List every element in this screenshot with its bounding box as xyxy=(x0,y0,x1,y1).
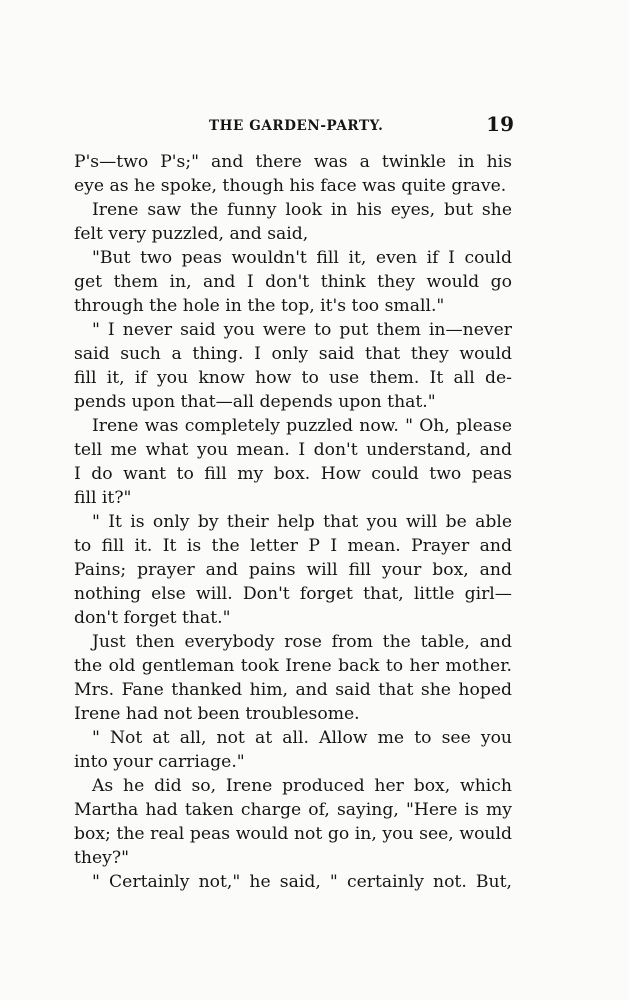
text-line: felt very puzzled, and said, xyxy=(74,224,309,244)
text-line: " It is only by their help that you will be able xyxy=(92,512,512,532)
text-line: pends upon that—all depends upon that." xyxy=(74,392,436,412)
text-line: the old gentleman took Irene back to her mother. xyxy=(74,656,512,676)
page-number: 19 xyxy=(486,112,514,136)
text-line: nothing else will. Don't forget that, little girl— xyxy=(74,584,512,604)
text-line: "But two peas wouldn't fill it, even if I could xyxy=(92,248,512,268)
text-line: they?" xyxy=(74,848,129,868)
text-line: fill it?" xyxy=(74,488,132,508)
text-line: Just then everybody rose from the table, and xyxy=(92,632,512,652)
text-line: get them in, and I don't think they would go xyxy=(74,272,512,292)
text-line: said such a thing. I only said that they would xyxy=(74,344,512,364)
text-line: I do want to fill my box. How could two peas xyxy=(74,464,512,484)
text-line: box; the real peas would not go in, you see, would xyxy=(74,824,512,844)
text-line: fill it, if you know how to use them. It all de- xyxy=(74,368,512,388)
text-line: to fill it. It is the letter P I mean. Prayer and xyxy=(74,536,512,556)
text-line: Irene had not been troublesome. xyxy=(74,704,360,724)
text-line: Mrs. Fane thanked him, and said that she hoped xyxy=(74,680,512,700)
text-line: As he did so, Irene produced her box, which xyxy=(92,776,512,796)
text-line: tell me what you mean. I don't understand, and xyxy=(74,440,512,460)
text-line: " I never said you were to put them in—never xyxy=(92,320,512,340)
text-line: Pains; prayer and pains will fill your box, and xyxy=(74,560,512,580)
running-head xyxy=(74,112,514,142)
text-line: " Not at all, not at all. Allow me to see you xyxy=(92,728,512,748)
text-line: " Certainly not," he said, " certainly not. But, xyxy=(92,872,512,892)
text-line: through the hole in the top, it's too small." xyxy=(74,296,445,316)
text-line: Irene was completely puzzled now. " Oh, please xyxy=(92,416,512,436)
text-line: Irene saw the funny look in his eyes, but she xyxy=(92,200,512,220)
text-line: eye as he spoke, though his face was quite grave. xyxy=(74,176,507,196)
running-title: THE GARDEN-PARTY. xyxy=(209,118,384,134)
text-line: P's—two P's;" and there was a twinkle in his xyxy=(74,152,512,172)
text-line: into your carriage." xyxy=(74,752,245,772)
text-line: don't forget that." xyxy=(74,608,231,628)
text-line: Martha had taken charge of, saying, "Here is my xyxy=(74,800,512,820)
